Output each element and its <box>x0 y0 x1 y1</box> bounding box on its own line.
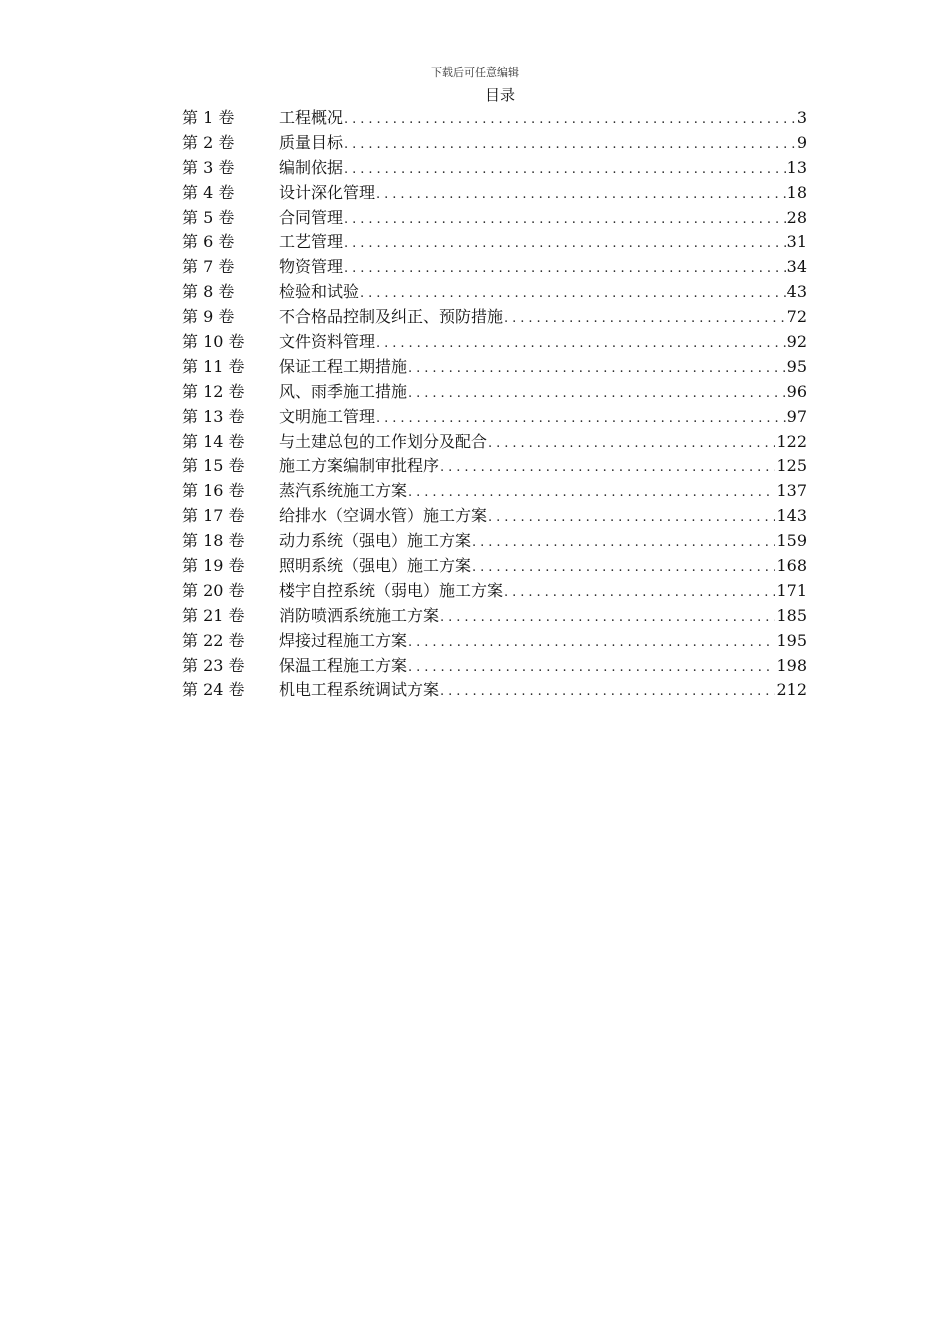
toc-volume-label: 第 15 卷 <box>182 456 245 476</box>
toc-volume-label: 第 19 卷 <box>182 556 245 576</box>
toc-entry-title: 机电工程系统调试方案 <box>279 680 440 700</box>
toc-dot-leader <box>440 606 775 631</box>
toc-volume-label: 第 1 卷 <box>182 108 235 127</box>
toc-dot-leader <box>344 208 786 233</box>
toc-entry[interactable] <box>182 654 807 679</box>
toc-page-number: 18 <box>786 182 807 202</box>
watermark-text: 下载后可任意编辑 <box>431 66 519 79</box>
toc-entry[interactable] <box>182 330 807 355</box>
toc-page-number: 212 <box>776 680 807 700</box>
toc-entry[interactable] <box>182 479 807 504</box>
toc-volume-label: 第 11 卷 <box>182 356 245 376</box>
toc-volume-label: 第 13 卷 <box>182 406 245 426</box>
toc-entry[interactable] <box>182 554 807 579</box>
toc-page-number: 43 <box>786 282 807 302</box>
toc-entry-title: 文件资料管理 <box>279 332 376 352</box>
toc-page-number: 122 <box>776 431 807 451</box>
toc-dot-leader <box>504 581 775 606</box>
toc-entry[interactable] <box>182 230 807 255</box>
toc-entry-title: 楼宇自控系统（弱电）施工方案 <box>279 580 504 600</box>
toc-dot-leader <box>408 357 786 382</box>
toc-volume-label: 第 6 卷 <box>182 232 235 252</box>
toc-page-number: 198 <box>776 655 807 675</box>
toc-page-number: 95 <box>786 356 807 376</box>
toc-dot-leader <box>376 407 786 432</box>
toc-entry-title: 消防喷洒系统施工方案 <box>279 605 440 625</box>
toc-entry-title: 施工方案编制审批程序 <box>279 456 440 476</box>
toc-entry-title: 检验和试验 <box>279 282 360 302</box>
toc-volume-label: 第 14 卷 <box>182 431 245 451</box>
toc-volume-label: 第 22 卷 <box>182 630 245 650</box>
toc-dot-leader <box>344 257 786 282</box>
toc-entry[interactable] <box>182 678 807 703</box>
toc-volume-label: 第 9 卷 <box>182 307 235 327</box>
toc-page-number: 34 <box>786 257 807 277</box>
toc-dot-leader <box>408 382 786 407</box>
toc-page-number: 185 <box>776 605 807 625</box>
toc-dot-leader <box>408 481 775 506</box>
toc-dot-leader <box>344 158 786 183</box>
toc-page-number: 28 <box>786 207 807 227</box>
toc-dot-leader <box>344 232 786 257</box>
toc-entry-title: 蒸汽系统施工方案 <box>279 481 408 501</box>
toc-page-number: 195 <box>776 630 807 650</box>
toc-entry[interactable] <box>182 604 807 629</box>
toc-entry[interactable] <box>182 181 807 206</box>
toc-volume-label: 第 10 卷 <box>182 332 245 352</box>
toc-volume-label: 第 5 卷 <box>182 207 235 227</box>
toc-volume-label: 第 12 卷 <box>182 381 245 401</box>
toc-entry-title: 风、雨季施工措施 <box>279 381 408 401</box>
toc-dot-leader <box>360 282 786 307</box>
toc-volume-label: 第 4 卷 <box>182 182 235 202</box>
toc-volume-label: 第 21 卷 <box>182 605 245 625</box>
toc-page-number: 96 <box>786 381 807 401</box>
toc-volume-label: 第 17 卷 <box>182 506 245 526</box>
toc-dot-leader <box>408 631 775 656</box>
toc-volume-label: 第 7 卷 <box>182 257 235 277</box>
toc-entry[interactable] <box>182 280 807 305</box>
toc-dot-leader <box>488 506 775 531</box>
toc-entry-title: 保证工程工期措施 <box>279 356 408 376</box>
toc-title: 目录 <box>484 86 515 104</box>
toc-dot-leader <box>344 133 796 158</box>
toc-entry-title: 动力系统（强电）施工方案 <box>279 531 472 551</box>
toc-dot-leader <box>408 656 775 681</box>
toc-entry[interactable] <box>182 206 807 231</box>
toc-entry-title: 设计深化管理 <box>279 182 376 202</box>
toc-volume-label: 第 23 卷 <box>182 655 245 675</box>
toc-page-number: 97 <box>786 406 807 426</box>
toc-entry-title: 编制依据 <box>279 157 344 177</box>
toc-dot-leader <box>344 108 796 133</box>
toc-dot-leader <box>472 531 775 556</box>
toc-page-number: 31 <box>786 232 807 252</box>
toc-entry[interactable] <box>182 106 807 131</box>
toc-entry[interactable] <box>182 430 807 455</box>
toc-volume-label: 第 2 卷 <box>182 132 235 152</box>
toc-entry[interactable] <box>182 454 807 479</box>
toc-entry-title: 保温工程施工方案 <box>279 655 408 675</box>
toc-entry[interactable] <box>182 579 807 604</box>
toc-entry-title: 照明系统（强电）施工方案 <box>279 556 472 576</box>
toc-entry-title: 文明施工管理 <box>279 406 376 426</box>
toc-dot-leader <box>472 556 775 581</box>
toc-dot-leader <box>376 332 786 357</box>
toc-page-number: 171 <box>776 580 807 600</box>
toc-entry[interactable] <box>182 355 807 380</box>
toc-dot-leader <box>440 680 775 705</box>
toc-entry-title: 物资管理 <box>279 257 344 277</box>
toc-entry-title: 不合格品控制及纠正、预防措施 <box>279 307 504 327</box>
toc-list <box>182 106 807 703</box>
toc-page-number: 9 <box>796 132 807 152</box>
toc-page-number: 168 <box>776 556 807 576</box>
toc-volume-label: 第 24 卷 <box>182 680 245 700</box>
toc-entry-title: 工艺管理 <box>279 232 344 252</box>
toc-entry[interactable] <box>182 131 807 156</box>
toc-page-number: 3 <box>796 108 807 127</box>
toc-entry[interactable] <box>182 156 807 181</box>
toc-page-number: 72 <box>786 307 807 327</box>
toc-volume-label: 第 3 卷 <box>182 157 235 177</box>
toc-entry-title: 质量目标 <box>279 132 344 152</box>
toc-entry[interactable] <box>182 629 807 654</box>
toc-dot-leader <box>488 432 775 457</box>
toc-dot-leader <box>504 307 786 332</box>
toc-entry-title: 与土建总包的工作划分及配合 <box>279 431 488 451</box>
toc-page-number: 143 <box>776 506 807 526</box>
toc-entry[interactable] <box>182 380 807 405</box>
toc-entry[interactable] <box>182 255 807 280</box>
toc-entry[interactable] <box>182 405 807 430</box>
toc-entry-title: 工程概况 <box>279 108 344 127</box>
toc-page-number: 159 <box>776 531 807 551</box>
toc-entry[interactable] <box>182 529 807 554</box>
toc-page-number: 13 <box>786 157 807 177</box>
toc-entry[interactable] <box>182 305 807 330</box>
toc-volume-label: 第 8 卷 <box>182 282 235 302</box>
toc-page-number: 125 <box>776 456 807 476</box>
toc-volume-label: 第 20 卷 <box>182 580 245 600</box>
toc-entry[interactable] <box>182 504 807 529</box>
toc-dot-leader <box>376 183 786 208</box>
toc-entry-title: 焊接过程施工方案 <box>279 630 408 650</box>
toc-volume-label: 第 18 卷 <box>182 531 245 551</box>
toc-page-number: 137 <box>776 481 807 501</box>
toc-entry-title: 合同管理 <box>279 207 344 227</box>
toc-dot-leader <box>440 456 775 481</box>
toc-entry-title: 给排水（空调水管）施工方案 <box>279 506 488 526</box>
toc-page-number: 92 <box>786 332 807 352</box>
toc-volume-label: 第 16 卷 <box>182 481 245 501</box>
